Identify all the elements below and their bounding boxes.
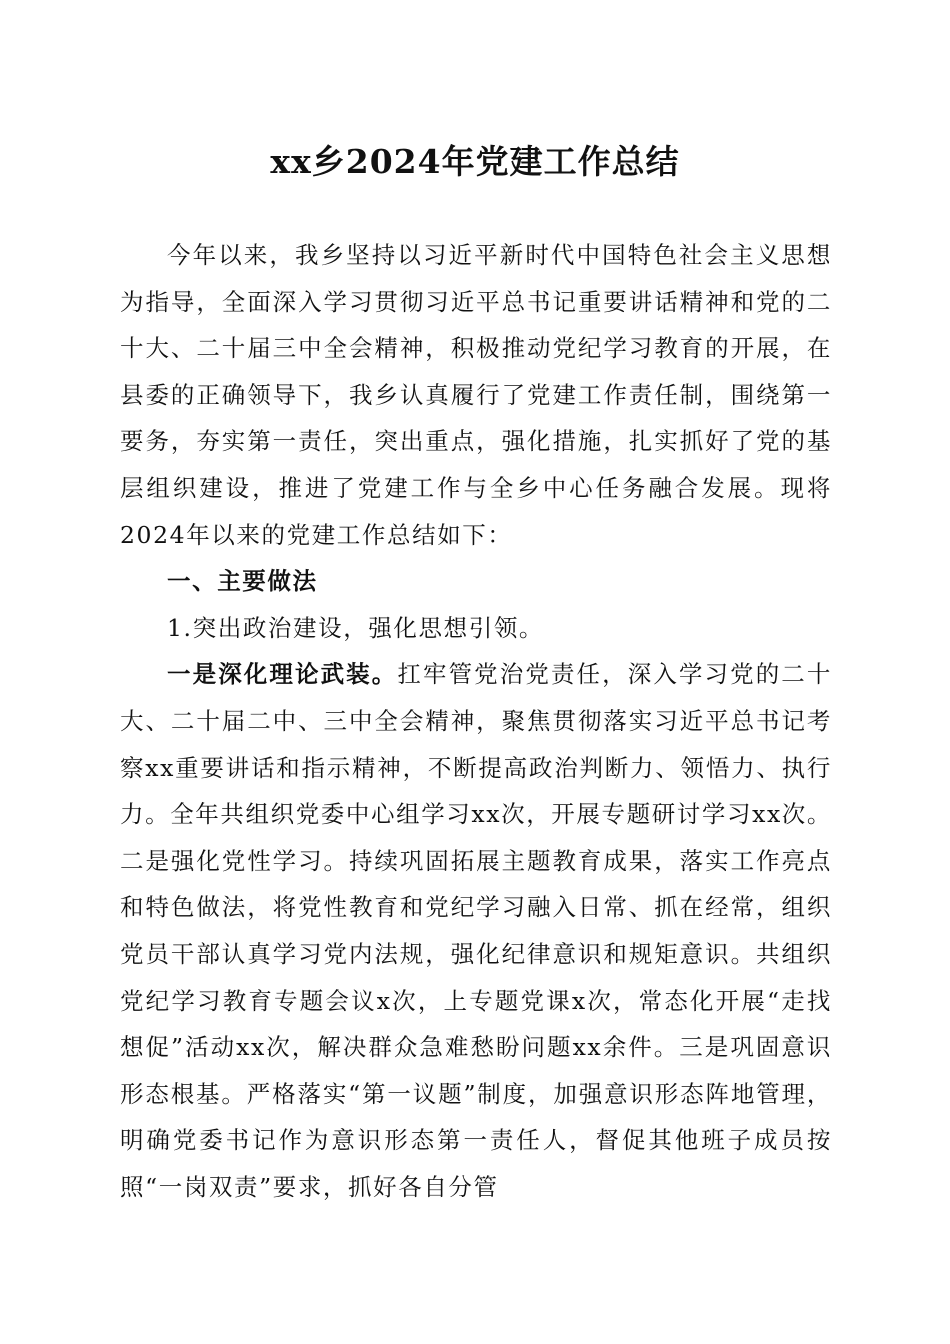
section-heading: 一、主要做法 [167, 567, 318, 596]
document-title: xx乡2024年党建工作总结 [270, 142, 680, 181]
document-body [120, 232, 832, 1210]
body-paragraph [120, 651, 832, 1210]
paragraph-lead: 一是深化理论武装。 [167, 660, 398, 689]
subsection-heading: 1.突出政治建设，强化思想引领。 [167, 613, 545, 642]
intro-paragraph: 今年以来，我乡坚持以习近平新时代中国特色社会主义思想为指导，全面深入学习贯彻习近平总书记重要讲话精神和党的二十大、二十届三中全会精神，积极推动党纪学习教育的开展，在县委的正确领导下，我乡认真履行了党建工作责任制，围绕第一要务，夯实第一责任，突出重点，强化措施，扎实抓好了党的基层组织建设，推进了党建工作与全乡中心任务融合发展。现将2024年以来的党建工作总结如下： [120, 241, 832, 549]
paragraph-text: 扛牢管党治党责任，深入学习党的二十大、二十届二中、三中全会精神，聚焦贯彻落实习近平总书记考察xx重要讲话和指示精神，不断提高政治判断力、领悟力、执行力。全年共组织党委中心组学习xx次，开展专题研讨学习xx次。二是强化党性学习。持续巩固拓展主题教育成果，落实工作亮点和特色做法，将党性教育和党纪学习融入日常、抓在经常，组织党员干部认真学习党内法规，强化纪律意识和规矩意识。共组织党纪学习教育专题会议x次，上专题党课x次，常态化开展“走找想促”活动xx次，解决群众急难愁盼问题xx余件。三是巩固意识形态根基。严格落实“第一议题”制度，加强意识形态阵地管理，明确党委书记作为意识形态第一责任人，督促其他班子成员按照“一岗双责”要求，抓好各自分管 [120, 660, 833, 1201]
